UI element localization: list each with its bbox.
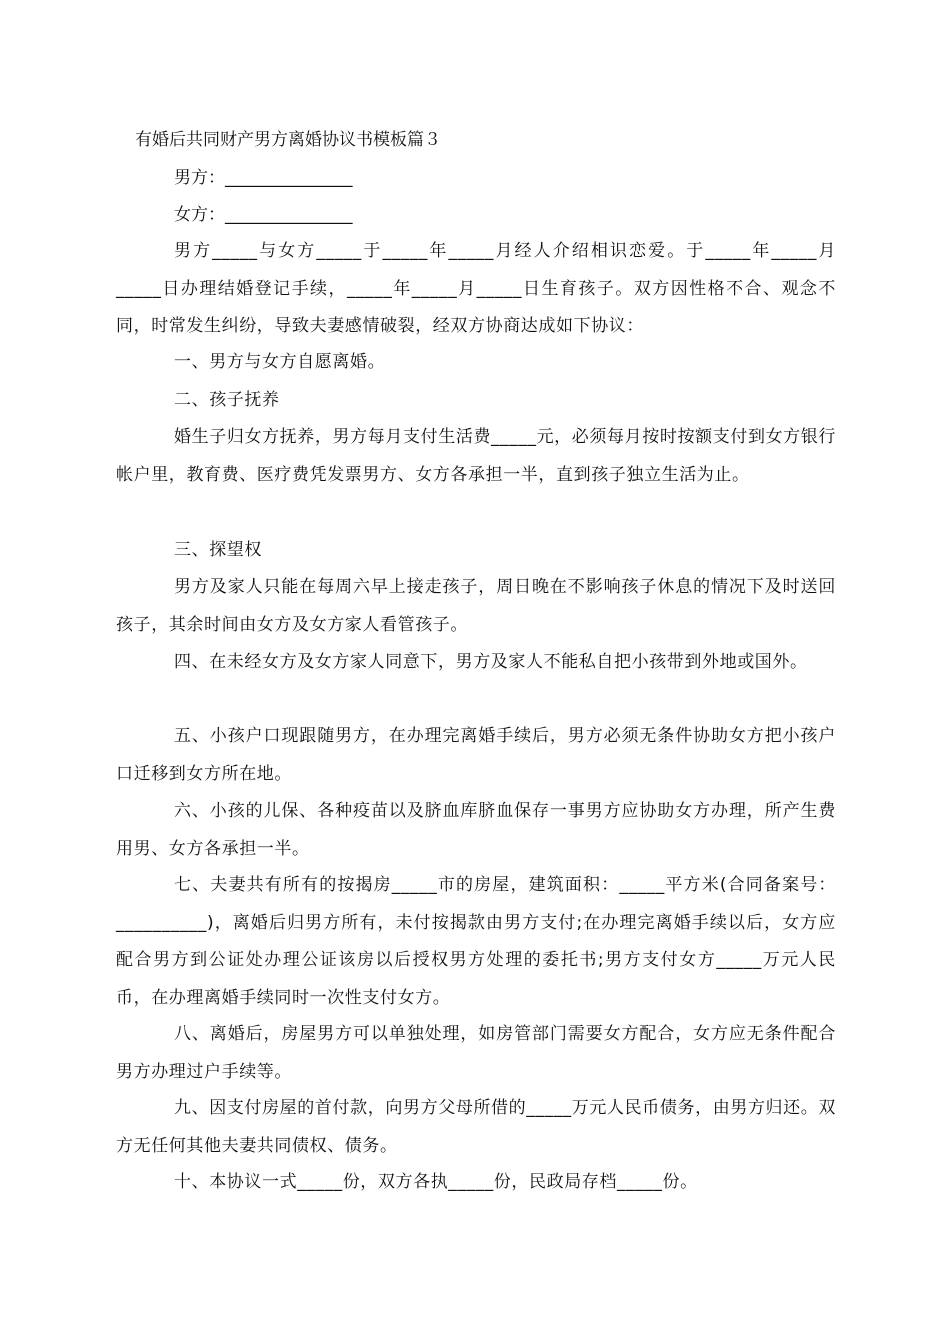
- clause-3-heading: 三、探望权: [174, 540, 262, 560]
- clause-4: 四、在未经女方及女方家人同意下，男方及家人不能私自把小孩带到外地或国外。: [174, 652, 808, 672]
- female-party-line: 女方：_______________: [174, 205, 353, 225]
- clause-2-heading: 二、孩子抚养: [174, 390, 280, 410]
- clause-9: 九、因支付房屋的首付款，向男方父母所借的_____万元人民币债务，由男方归还。双方无任何其他夫妻共同债权、债务。: [116, 1098, 836, 1156]
- clause-3-body: 男方及家人只能在每周六早上接走孩子，周日晚在不影响孩子休息的情况下及时送回孩子，其余时间由女方及女方家人看管孩子。: [116, 577, 836, 635]
- clause-5: 五、小孩户口现跟随男方，在办理完离婚手续后，男方必须无条件协助女方把小孩户口迁移到女方所在地。: [116, 726, 836, 784]
- clause-10: 十、本协议一式_____份，双方各执_____份，民政局存档_____份。: [174, 1172, 698, 1192]
- clause-6: 六、小孩的儿保、各种疫苗以及脐血库脐血保存一事男方应协助女方办理，所产生费用男、女方各承担一半。: [116, 801, 836, 859]
- intro-paragraph: 男方_____与女方_____于_____年_____月经人介绍相识恋爱。于_____年_____月_____日办理结婚登记手续，_____年_____月_____日生育孩子。双方因性格不合、观念不同，时常发生纠纷，导致夫妻感情破裂，经双方协商达成如下协议：: [116, 241, 836, 336]
- clause-2-body: 婚生子归女方抚养，男方每月支付生活费_____元，必须每月按时按额支付到女方银行帐户里，教育费、医疗费凭发票男方、女方各承担一半，直到孩子独立生活为止。: [116, 427, 836, 485]
- clause-8: 八、离婚后，房屋男方可以单独处理，如房管部门需要女方配合，女方应无条件配合男方办理过户手续等。: [116, 1024, 836, 1082]
- clause-7: 七、夫妻共有所有的按揭房_____市的房屋，建筑面积：_____平方米(合同备案号：__________)，离婚后归男方所有，未付按揭款由男方支付;在办理完离婚手续以后，女方应配合男方到公证处办理公证该房以后授权男方处理的委托书;男方支付女方_____万元人民币，在办理离婚手续同时一次性支付女方。: [116, 875, 836, 1008]
- document-title: 有婚后共同财产男方离婚协议书模板篇３: [135, 130, 441, 150]
- clause-1: 一、男方与女方自愿离婚。: [174, 352, 386, 372]
- male-party-line: 男方：_______________: [174, 168, 353, 188]
